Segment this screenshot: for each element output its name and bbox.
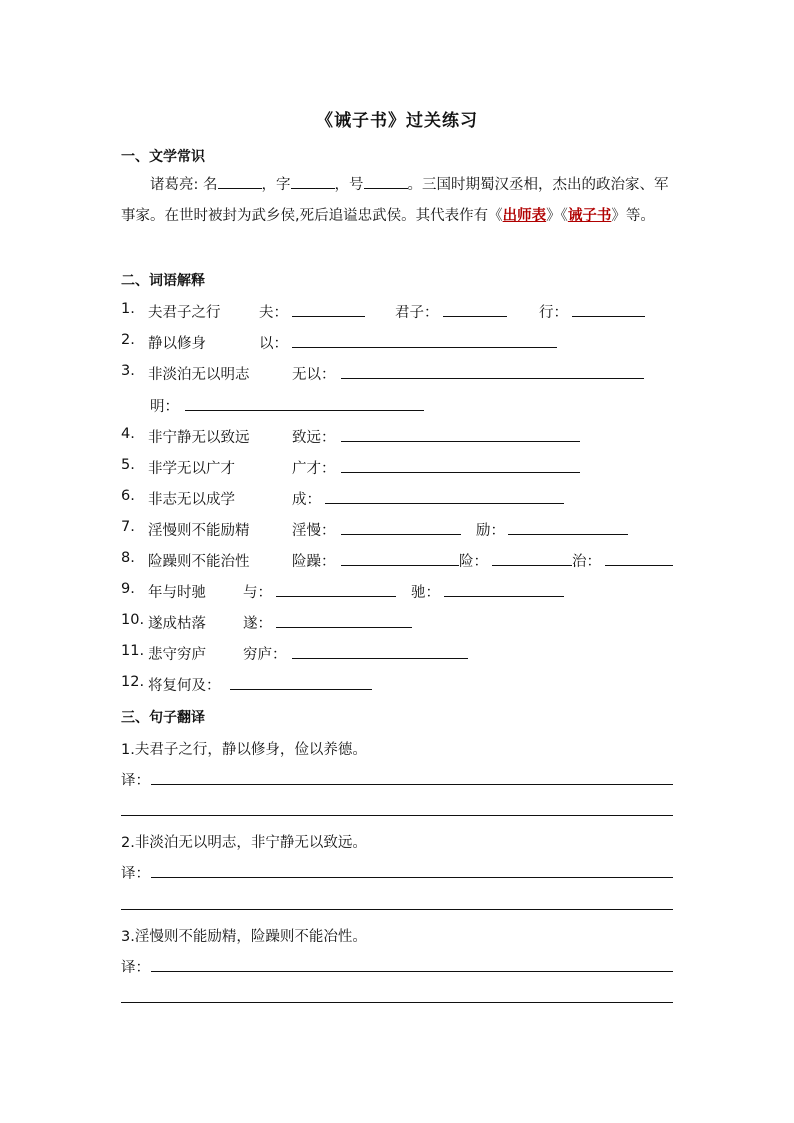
item-number: 8. bbox=[121, 550, 135, 566]
item-number: 1. bbox=[121, 301, 135, 317]
vocab-phrase: 非学无以广才 bbox=[148, 461, 235, 477]
translation-answer-line[interactable] bbox=[151, 784, 673, 785]
vocab-row bbox=[121, 426, 681, 448]
translation-label: 译： bbox=[121, 773, 150, 789]
item-number: 9. bbox=[121, 581, 135, 597]
translation-answer-line[interactable] bbox=[151, 877, 673, 878]
item-number: 12. bbox=[121, 674, 145, 690]
term-label: 广才： bbox=[292, 461, 336, 477]
vocab-phrase: 非宁静无以致远 bbox=[148, 430, 250, 446]
translation-sentence: 2.非淡泊无以明志，非宁静无以致远。 bbox=[121, 835, 367, 851]
item-number: 7. bbox=[121, 519, 135, 535]
answer-blank[interactable] bbox=[444, 581, 564, 597]
page-title: 《诫子书》过关练习 bbox=[316, 111, 478, 131]
section-heading-vocabulary: 二、词语解释 bbox=[121, 273, 205, 289]
term-label: 治： bbox=[572, 554, 601, 570]
translation-label: 译： bbox=[121, 960, 150, 976]
vocab-row bbox=[121, 612, 681, 634]
translation-answer-line[interactable] bbox=[151, 971, 673, 972]
blank-courtesy-name[interactable] bbox=[291, 174, 335, 189]
vocab-phrase: 静以修身 bbox=[148, 336, 206, 352]
intro-text: ，号 bbox=[334, 177, 364, 193]
vocab-phrase: 非志无以成学 bbox=[148, 492, 235, 508]
translation-answer-line[interactable] bbox=[121, 909, 673, 910]
answer-blank[interactable] bbox=[276, 612, 412, 628]
blank-alias[interactable] bbox=[364, 174, 408, 189]
vocab-phrase: 险躁则不能治性 bbox=[148, 554, 250, 570]
answer-blank[interactable] bbox=[276, 581, 396, 597]
term-label: 险： bbox=[459, 554, 488, 570]
translation-sentence: 1.夫君子之行，静以修身，俭以养德。 bbox=[121, 742, 367, 758]
work-link-chushibiao[interactable]: 出师表 bbox=[502, 208, 547, 224]
vocab-row-continued bbox=[121, 395, 681, 417]
item-number: 2. bbox=[121, 332, 135, 348]
answer-blank[interactable] bbox=[341, 363, 644, 379]
vocab-row bbox=[121, 674, 681, 696]
translation-sentence: 3.淫慢则不能励精，险躁则不能冶性。 bbox=[121, 929, 367, 945]
literature-paragraph bbox=[121, 170, 677, 232]
vocab-row bbox=[121, 519, 681, 541]
answer-blank[interactable] bbox=[341, 550, 459, 566]
term-label: 遂： bbox=[243, 616, 272, 632]
term-label: 险躁： bbox=[292, 554, 336, 570]
term-label: 励： bbox=[476, 523, 505, 539]
item-number: 6. bbox=[121, 488, 135, 504]
answer-blank[interactable] bbox=[292, 643, 468, 659]
vocab-row bbox=[121, 301, 681, 323]
answer-blank[interactable] bbox=[605, 550, 673, 566]
answer-blank[interactable] bbox=[443, 301, 507, 317]
term-label: 淫慢： bbox=[292, 523, 336, 539]
item-number: 5. bbox=[121, 457, 135, 473]
vocab-row bbox=[121, 332, 681, 354]
vocab-row bbox=[121, 550, 681, 572]
answer-blank[interactable] bbox=[341, 426, 580, 442]
vocab-row bbox=[121, 457, 681, 479]
term-label: 以： bbox=[259, 336, 288, 352]
vocab-phrase: 淫慢则不能励精 bbox=[148, 523, 250, 539]
vocab-row bbox=[121, 581, 681, 603]
answer-blank[interactable] bbox=[292, 332, 557, 348]
term-label: 成： bbox=[292, 492, 321, 508]
answer-blank[interactable] bbox=[341, 457, 580, 473]
answer-blank[interactable] bbox=[185, 395, 424, 411]
section-heading-translation: 三、句子翻译 bbox=[121, 710, 205, 726]
intro-text: 。三国时期蜀汉丞相，杰出的政治家、军事家。在世时被封为武乡侯,死后追谥忠武侯。其代表作有《 bbox=[121, 177, 669, 224]
answer-blank[interactable] bbox=[341, 519, 461, 535]
section-heading-literature: 一、文学常识 bbox=[121, 149, 205, 165]
work-link-jiezishu[interactable]: 诫子书 bbox=[567, 208, 612, 224]
answer-blank[interactable] bbox=[492, 550, 572, 566]
item-number: 4. bbox=[121, 426, 135, 442]
intro-text: 》《 bbox=[546, 208, 568, 224]
vocab-row bbox=[121, 363, 681, 385]
vocab-phrase: 遂成枯落 bbox=[148, 616, 206, 632]
item-number: 11. bbox=[121, 643, 145, 659]
vocab-phrase: 将复何及： bbox=[148, 678, 221, 694]
answer-blank[interactable] bbox=[325, 488, 564, 504]
term-label: 与： bbox=[243, 585, 272, 601]
term-label: 君子： bbox=[395, 305, 439, 321]
term-label: 夫： bbox=[259, 305, 288, 321]
term-label: 致远： bbox=[292, 430, 336, 446]
vocab-phrase: 年与时驰 bbox=[148, 585, 206, 601]
item-number: 10. bbox=[121, 612, 145, 628]
vocab-phrase: 夫君子之行 bbox=[148, 305, 221, 321]
term-label: 穷庐： bbox=[243, 647, 287, 663]
blank-name[interactable] bbox=[218, 174, 262, 189]
translation-answer-line[interactable] bbox=[121, 815, 673, 816]
answer-blank[interactable] bbox=[572, 301, 645, 317]
answer-blank[interactable] bbox=[508, 519, 628, 535]
vocab-phrase: 悲守穷庐 bbox=[148, 647, 206, 663]
vocab-row bbox=[121, 643, 681, 665]
answer-blank[interactable] bbox=[292, 301, 365, 317]
intro-text: ，字 bbox=[261, 177, 291, 193]
translation-label: 译： bbox=[121, 866, 150, 882]
term-label: 无以： bbox=[292, 367, 336, 383]
term-label: 明： bbox=[150, 399, 179, 415]
translation-answer-line[interactable] bbox=[121, 1002, 673, 1003]
term-label: 驰： bbox=[411, 585, 440, 601]
vocab-row bbox=[121, 488, 681, 510]
intro-text: 》等。 bbox=[611, 208, 655, 224]
intro-text: 诸葛亮: 名 bbox=[150, 177, 218, 193]
vocab-phrase: 非淡泊无以明志 bbox=[148, 367, 250, 383]
answer-blank[interactable] bbox=[230, 674, 372, 690]
term-label: 行： bbox=[539, 305, 568, 321]
item-number: 3. bbox=[121, 363, 135, 379]
